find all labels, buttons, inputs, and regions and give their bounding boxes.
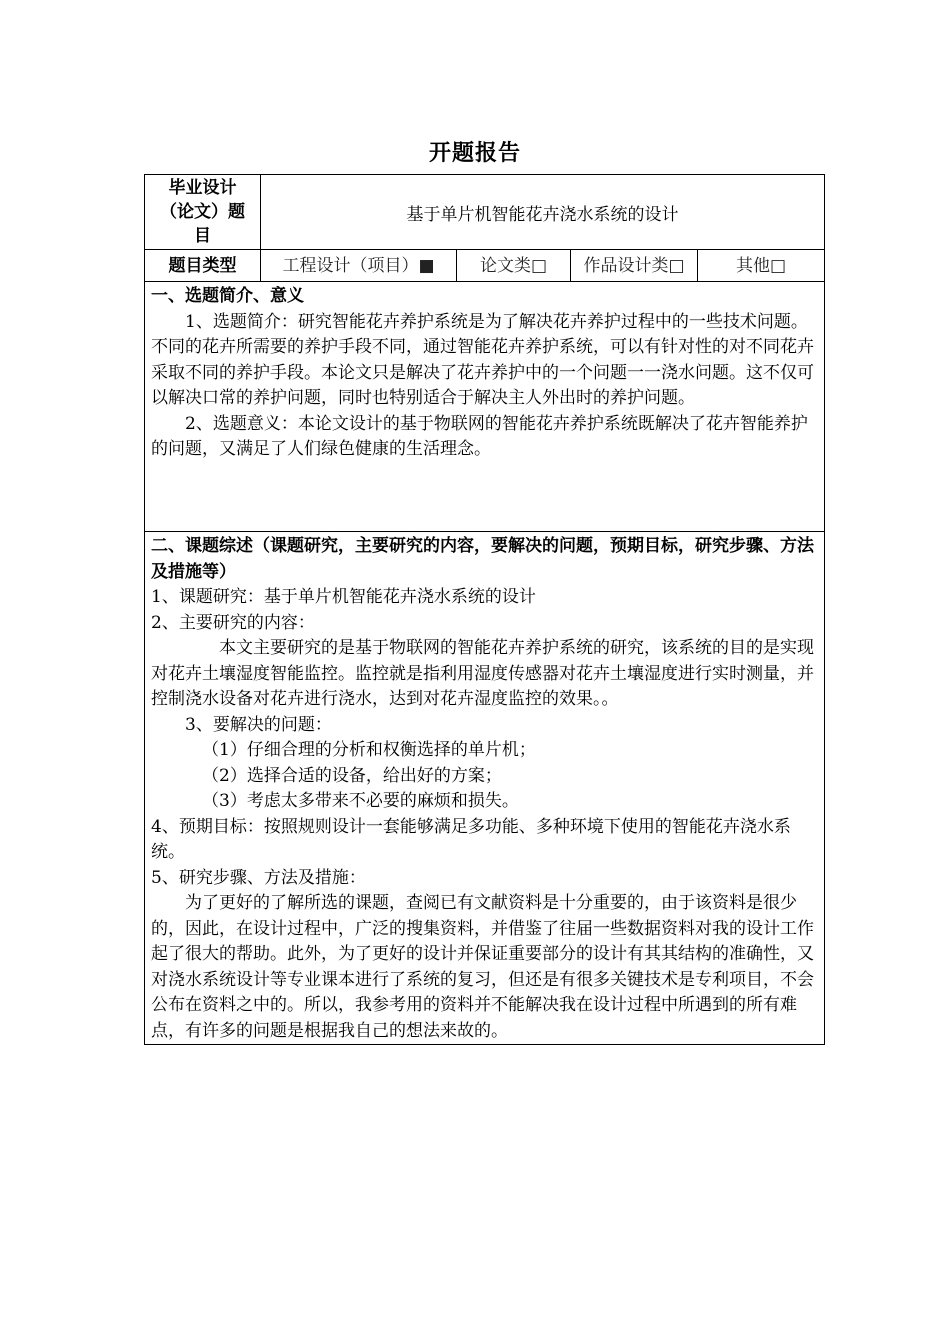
topic-label: 毕业设计（论文）题目 — [145, 175, 261, 250]
page-title: 开题报告 — [428, 141, 521, 166]
section1-significance: 2、选题意义：本论文设计的基于物联网的智能花卉养护系统既解决了花卉智能养护的问题，又满足了人们绿色健康的生活理念。 — [151, 413, 808, 459]
proposal-form-table — [144, 174, 825, 1045]
section2-cell — [145, 532, 825, 1045]
type-option-engineering: 工程设计（项目）■ — [261, 250, 457, 282]
type-label: 题目类型 — [145, 250, 261, 282]
type-option-other: 其他□ — [698, 250, 825, 282]
section2-heading: 二、课题综述（课题研究，主要研究的内容，要解决的问题，预期目标，研究步骤、方法及措施等） — [151, 536, 814, 582]
section1-intro: 1、选题简介：研究智能花卉养护系统是为了解决花卉养护过程中的一些技术问题。不同的花卉所需要的养护手段不同，通过智能花卉养护系统，可以有针对性的对不同花卉采取不同的养护手段。本论文只是解决了花卉养护中的一个问题一一浇水问题。这不仅可以解决口常的养护问题，同时也特别适合于解决主人外出时的养护问题。 — [151, 311, 814, 408]
topic-row — [145, 175, 825, 250]
section2-research: 1、课题研究：基于单片机智能花卉浇水系统的设计 — [151, 587, 536, 607]
section2-content-title: 2、主要研究的内容： — [151, 612, 315, 633]
section2-problem-3: （3）考虑太多带来不必要的麻烦和损失。 — [202, 791, 519, 811]
type-option-work-design: 作品设计类□ — [571, 250, 698, 282]
section2-steps-body: 为了更好的了解所选的课题，查阅已有文献资料是十分重要的，由于该资料是很少的，因此，在设计过程中，广泛的搜集资料，并借鉴了往届一些数据资料对我的设计工作起了很大的帮助。此外，为了更好的设计并保证重要部分的设计有其其结构的准确性，又对浇水系统设计等专业课本进行了系统的复习，但还是有很多关键技术是专利项目，不会公布在资料之中的。所以，我参考用的资料并不能解决我在设计过程中所遇到的所有难点，有许多的问题是根据我自己的想法来故的。 — [151, 893, 814, 1041]
type-row — [145, 250, 825, 282]
section1-row — [145, 282, 825, 532]
section2-goal: 4、预期目标：按照规则设计一套能够满足多功能、多种环境下使用的智能花卉浇水系统。 — [151, 816, 791, 862]
section2-content-body: 本文主要研究的是基于物联网的智能花卉养护系统的研究，该系统的目的是实现对花卉土壤湿度智能监控。监控就是指利用湿度传感器对花卉土壤湿度进行实时测量，并控制浇水设备对花卉进行浇水，达到对花卉湿度监控的效果。。 — [151, 638, 814, 709]
section2-problem-2: （2）选择合适的设备，给出好的方案； — [202, 765, 502, 786]
section1-cell — [145, 282, 825, 532]
section2-problem-1: （1）仔细合理的分析和权衡选择的单片机； — [202, 740, 536, 760]
topic-value: 基于单片机智能花卉浇水系统的设计 — [261, 175, 825, 250]
section1-heading: 一、选题简介、意义 — [151, 286, 304, 306]
section2-row — [145, 532, 825, 1045]
section2-problems-title: 3、要解决的问题： — [185, 714, 332, 735]
section2-steps-title: 5、研究步骤、方法及措施： — [151, 867, 366, 888]
type-option-thesis: 论文类□ — [457, 250, 571, 282]
